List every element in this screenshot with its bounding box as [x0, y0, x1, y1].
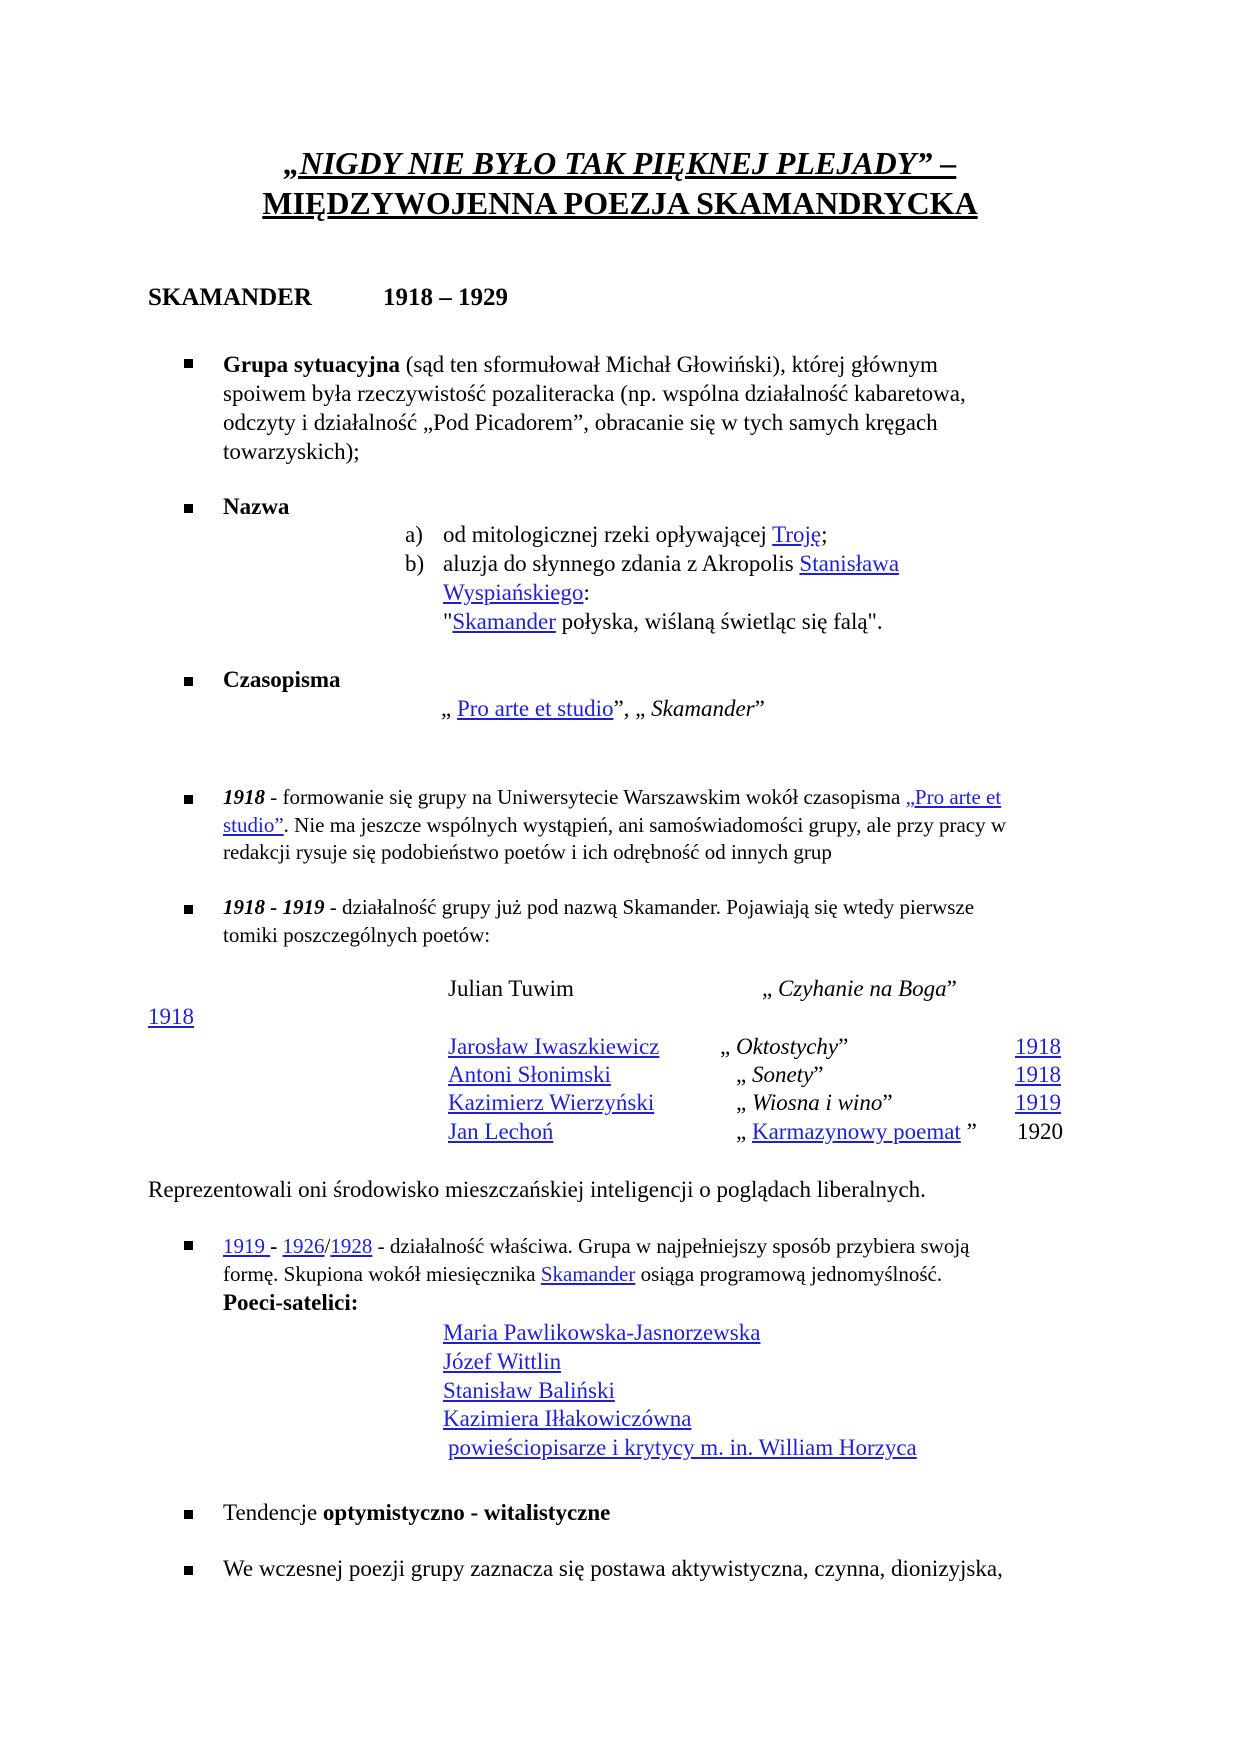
czasopisma-label: Czasopisma	[223, 667, 341, 692]
poet-name[interactable]	[448, 1090, 654, 1116]
satelita-item[interactable]	[443, 1349, 561, 1375]
link-1926[interactable]: 1926	[282, 1234, 325, 1258]
poet-book: „ Sonety”	[736, 1062, 824, 1087]
satelita-item[interactable]	[448, 1435, 917, 1461]
nazwa-item-b: aluzja do słynnego zdania z Akropolis Stanisława	[443, 551, 900, 576]
link-poet[interactable]: Antoni Słonimski	[448, 1062, 611, 1087]
bullet-marker	[184, 1566, 193, 1575]
link-satelita[interactable]: Kazimiera Iłłakowiczówna	[443, 1406, 692, 1431]
satelita-item[interactable]	[443, 1378, 615, 1404]
poet-name: Julian Tuwim	[448, 976, 574, 1001]
poet-name[interactable]	[448, 1119, 553, 1145]
link-wyspianskiego[interactable]: Wyspiańskiego	[443, 580, 584, 605]
p1918-year: 1918	[223, 785, 265, 809]
p19181919-paragraph: 1918 - 1919 - działalność grupy już pod nazwą Skamander. Pojawiają się wtedy pierwsze tomiki poszczególnych poetów:	[223, 895, 975, 947]
nazwa-label: Nazwa	[223, 494, 290, 519]
bullet-marker	[184, 795, 193, 804]
link-satelita[interactable]: Józef Wittlin	[443, 1349, 562, 1374]
grupa-line: (sąd ten sformułował Michał Głowiński), której głównym	[400, 352, 938, 377]
link-skamander-monthly[interactable]: Skamander	[540, 1262, 636, 1286]
bullet-marker	[184, 1510, 193, 1519]
poet-book: „ Oktostychy”	[720, 1034, 849, 1059]
satelita-item[interactable]	[443, 1320, 760, 1346]
grupa-line: towarzyskich);	[223, 439, 360, 464]
link-poet[interactable]: Kazimierz Wierzyński	[448, 1090, 655, 1115]
poet-year: 1920	[1017, 1119, 1063, 1144]
link-book[interactable]: Karmazynowy poemat	[751, 1119, 961, 1144]
nazwa-quote: "Skamander połyska, wiślaną świetląc się falą".	[443, 609, 883, 634]
link-pro-arte-2[interactable]: studio”	[223, 812, 284, 837]
bullet-marker	[184, 1241, 193, 1250]
grupa-line: spoiwem była rzeczywistość pozaliteracka (np. wspólna działalność kabaretowa,	[223, 381, 966, 406]
page-title-line-1: „NIGDY NIE BYŁO TAK PIĘKNEJ PLEJADY” –	[283, 145, 957, 181]
list-marker-a: a)	[405, 522, 423, 547]
link-satelita[interactable]: Stanisław Baliński	[443, 1378, 615, 1403]
link-poet[interactable]: Jarosław Iwaszkiewicz	[448, 1034, 660, 1059]
link-pro-arte-1[interactable]: „Pro arte et	[905, 785, 1002, 809]
link-satelita[interactable]: Maria Pawlikowska-Jasnorzewska	[443, 1320, 761, 1345]
tendencje-text: Tendencje optymistyczno - witalistyczne	[223, 1500, 611, 1525]
link-year[interactable]: 1918	[1015, 1062, 1061, 1087]
section-heading-years: 1918 – 1929	[383, 284, 508, 311]
poet-name[interactable]	[448, 1034, 659, 1060]
p19181919-years: 1918 - 1919	[223, 895, 325, 919]
link-pro-arte-et-studio[interactable]: Pro arte et studio	[456, 696, 614, 721]
reprezentowali-text: Reprezentowali oni środowisko mieszczańskiej inteligencji o poglądach liberalnych.	[148, 1177, 926, 1202]
bullet-marker	[184, 359, 193, 368]
czasopisma-list: „ Pro arte et studio”, „ Skamander”	[441, 696, 765, 721]
poet-year[interactable]	[1015, 1034, 1061, 1060]
p1919-paragraph: 1919 - 1926/1928 - działalność właściwa. Grupa w najpełniejszy sposób przybiera swoją formę. Skupiona wokół miesięcznika Skamander osiąga programową jednomyślność.	[223, 1234, 970, 1286]
poet-year[interactable]	[1015, 1090, 1061, 1116]
poet-year[interactable]	[148, 1004, 194, 1030]
nazwa-item-a: od mitologicznej rzeki opływającej Troję;	[443, 522, 828, 547]
link-skamander[interactable]: Skamander	[452, 609, 556, 634]
bullet-marker	[184, 905, 193, 914]
link-year[interactable]: 1918	[1015, 1034, 1061, 1059]
grupa-line: odczyty i działalność „Pod Picadorem”, obracanie się w tych samych kręgach	[223, 410, 938, 435]
poet-name[interactable]	[448, 1062, 611, 1088]
grupa-paragraph	[223, 350, 966, 466]
nazwa-item-b-cont: Wyspiańskiego:	[443, 580, 590, 605]
poet-book: „ Karmazynowy poemat ”	[736, 1119, 977, 1144]
link-poet[interactable]: Jan Lechoń	[448, 1119, 554, 1144]
poet-year[interactable]	[1015, 1062, 1061, 1088]
link-1919[interactable]: 1919	[223, 1234, 271, 1258]
grupa-term: Grupa sytuacyjna	[223, 352, 400, 377]
satelita-item[interactable]	[443, 1406, 691, 1432]
bullet-marker	[184, 677, 193, 686]
wczesnej-text: We wczesnej poezji grupy zaznacza się postawa aktywistyczna, czynna, dionizyjska,	[223, 1556, 1003, 1581]
link-troja[interactable]: Troję	[772, 522, 822, 547]
poet-book: „ Wiosna i wino”	[736, 1090, 893, 1115]
list-marker-b: b)	[405, 551, 425, 576]
satelici-label: Poeci-satelici:	[223, 1290, 359, 1315]
bullet-marker	[184, 504, 193, 513]
section-heading-name: SKAMANDER	[148, 284, 312, 311]
poet-book: „ Czyhanie na Boga”	[762, 976, 957, 1001]
link-satelita[interactable]: powieściopisarze i krytycy m. in. William Horzyca	[448, 1435, 917, 1460]
link-stanislawa[interactable]: Stanisława	[799, 551, 900, 576]
link-year[interactable]: 1918	[148, 1004, 194, 1029]
page-title-line-2: MIĘDZYWOJENNA POEZJA SKAMANDRYCKA	[262, 185, 978, 221]
p1918-paragraph: 1918 - formowanie się grupy na Uniwersytecie Warszawskim wokół czasopisma „Pro arte et studio”. Nie ma jeszcze wspólnych wystąpień, ani samoświadomości grupy, ale przy pracy w redakcji rysuje się podobieństwo poetów i ich odrębność od innych grup	[223, 785, 1007, 864]
link-year[interactable]: 1919	[1015, 1090, 1061, 1115]
link-1928[interactable]: 1928	[330, 1234, 373, 1258]
